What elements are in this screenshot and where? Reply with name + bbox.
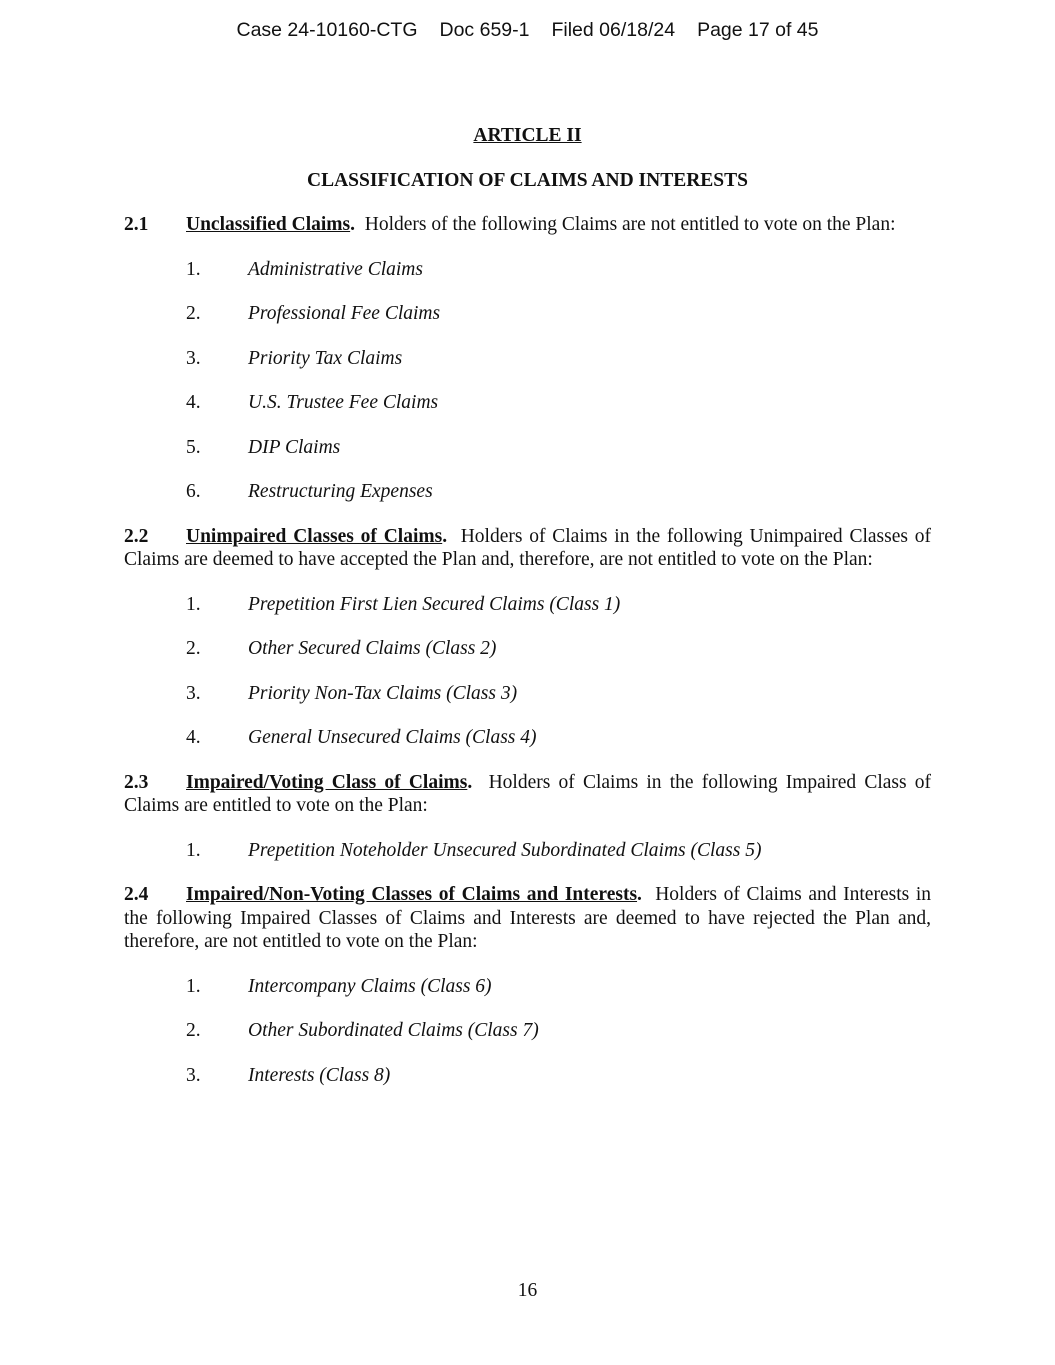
list-item: 2. Professional Fee Claims [186,303,441,324]
document-body [124,124,931,1108]
page-number: 16 [517,1280,538,1301]
section-text: Holders of the following Claims are not entitled to vote on the Plan: [364,214,896,235]
list-item: 3. Interests (Class 8) [186,1064,391,1086]
section-2-3: 2.3 Impaired/Voting Class of Claims. Holders of Claims in the following Impaired Class of Claims are entitled to vote on the Plan: [124,771,932,816]
section-number: 2.4 [124,884,149,905]
list-item: 1. Intercompany Claims (Class 6) [186,975,492,997]
list-item: 1. Prepetition First Lien Secured Claims (Class 1) [186,593,621,615]
section-2-1: 2.1 Unclassified Claims. Holders of the following Claims are not entitled to vote on the Plan: [124,214,896,235]
list-item: 2. Other Secured Claims (Class 2) [186,638,497,659]
filing-header [0,19,1055,42]
case-number: Case 24-10160-CTG [236,19,418,41]
list-item: 2. Other Subordinated Claims (Class 7) [186,1020,539,1041]
list-item: 1. Administrative Claims [186,258,423,280]
list-item: 1. Prepetition Noteholder Unsecured Subordinated Claims (Class 5) [186,839,762,861]
filed-date: Filed 06/18/24 [551,19,676,41]
section-2-2: 2.2 Unimpaired Classes of Claims. Holders of Claims in the following Unimpaired Classes of Claims are deemed to have accepted the Plan and, therefore, are not entitled to vote on the Plan: [124,525,931,570]
section-title: Unimpaired Classes of Claims [186,525,443,547]
section-title: Unclassified Claims [186,214,351,235]
article-title: ARTICLE II [473,125,582,146]
list-item: 6. Restructuring Expenses [186,481,433,502]
article-subtitle: CLASSIFICATION OF CLAIMS AND INTERESTS [306,169,749,191]
doc-number: Doc 659-1 [439,19,530,41]
section-2-4: 2.4 Impaired/Non-Voting Classes of Claims and Interests. Holders of Claims and Interests in the following Impaired Classes of Claims and Interests are deemed to have rejected the Plan and, therefore, are not entitled to vote on the Plan: [124,884,932,952]
article-heading [124,124,931,148]
section-title: Impaired/Voting Class of Claims [186,771,468,793]
list-item: 5. DIP Claims [186,436,341,458]
list-item: 3. Priority Non-Tax Claims (Class 3) [186,682,518,704]
list-item: 4. U.S. Trustee Fee Claims [186,392,439,413]
section-number: 2.3 [124,771,149,793]
section-text: Holders of Claims in the following Unimpaired Classes of Claims are deemed to have accepted the Plan and, therefore, are not entitled to vote on the Plan: [124,525,931,570]
section-title: Impaired/Non-Voting Classes of Claims and Interests [186,884,638,905]
section-number: 2.2 [124,525,149,547]
list-item: 4. General Unsecured Claims (Class 4) [186,727,537,748]
list-item: 3. Priority Tax Claims [186,347,403,369]
section-text: Holders of Claims and Interests in the following Impaired Classes of Claims and Interests are deemed to have rejected the Plan and, therefore, are not entitled to vote on the Plan: [124,884,932,952]
filing-page: Page 17 of 45 [697,19,819,41]
section-number: 2.1 [124,214,149,235]
section-text: Holders of Claims in the following Impaired Class of Claims are entitled to vote on the Plan: [124,771,932,816]
